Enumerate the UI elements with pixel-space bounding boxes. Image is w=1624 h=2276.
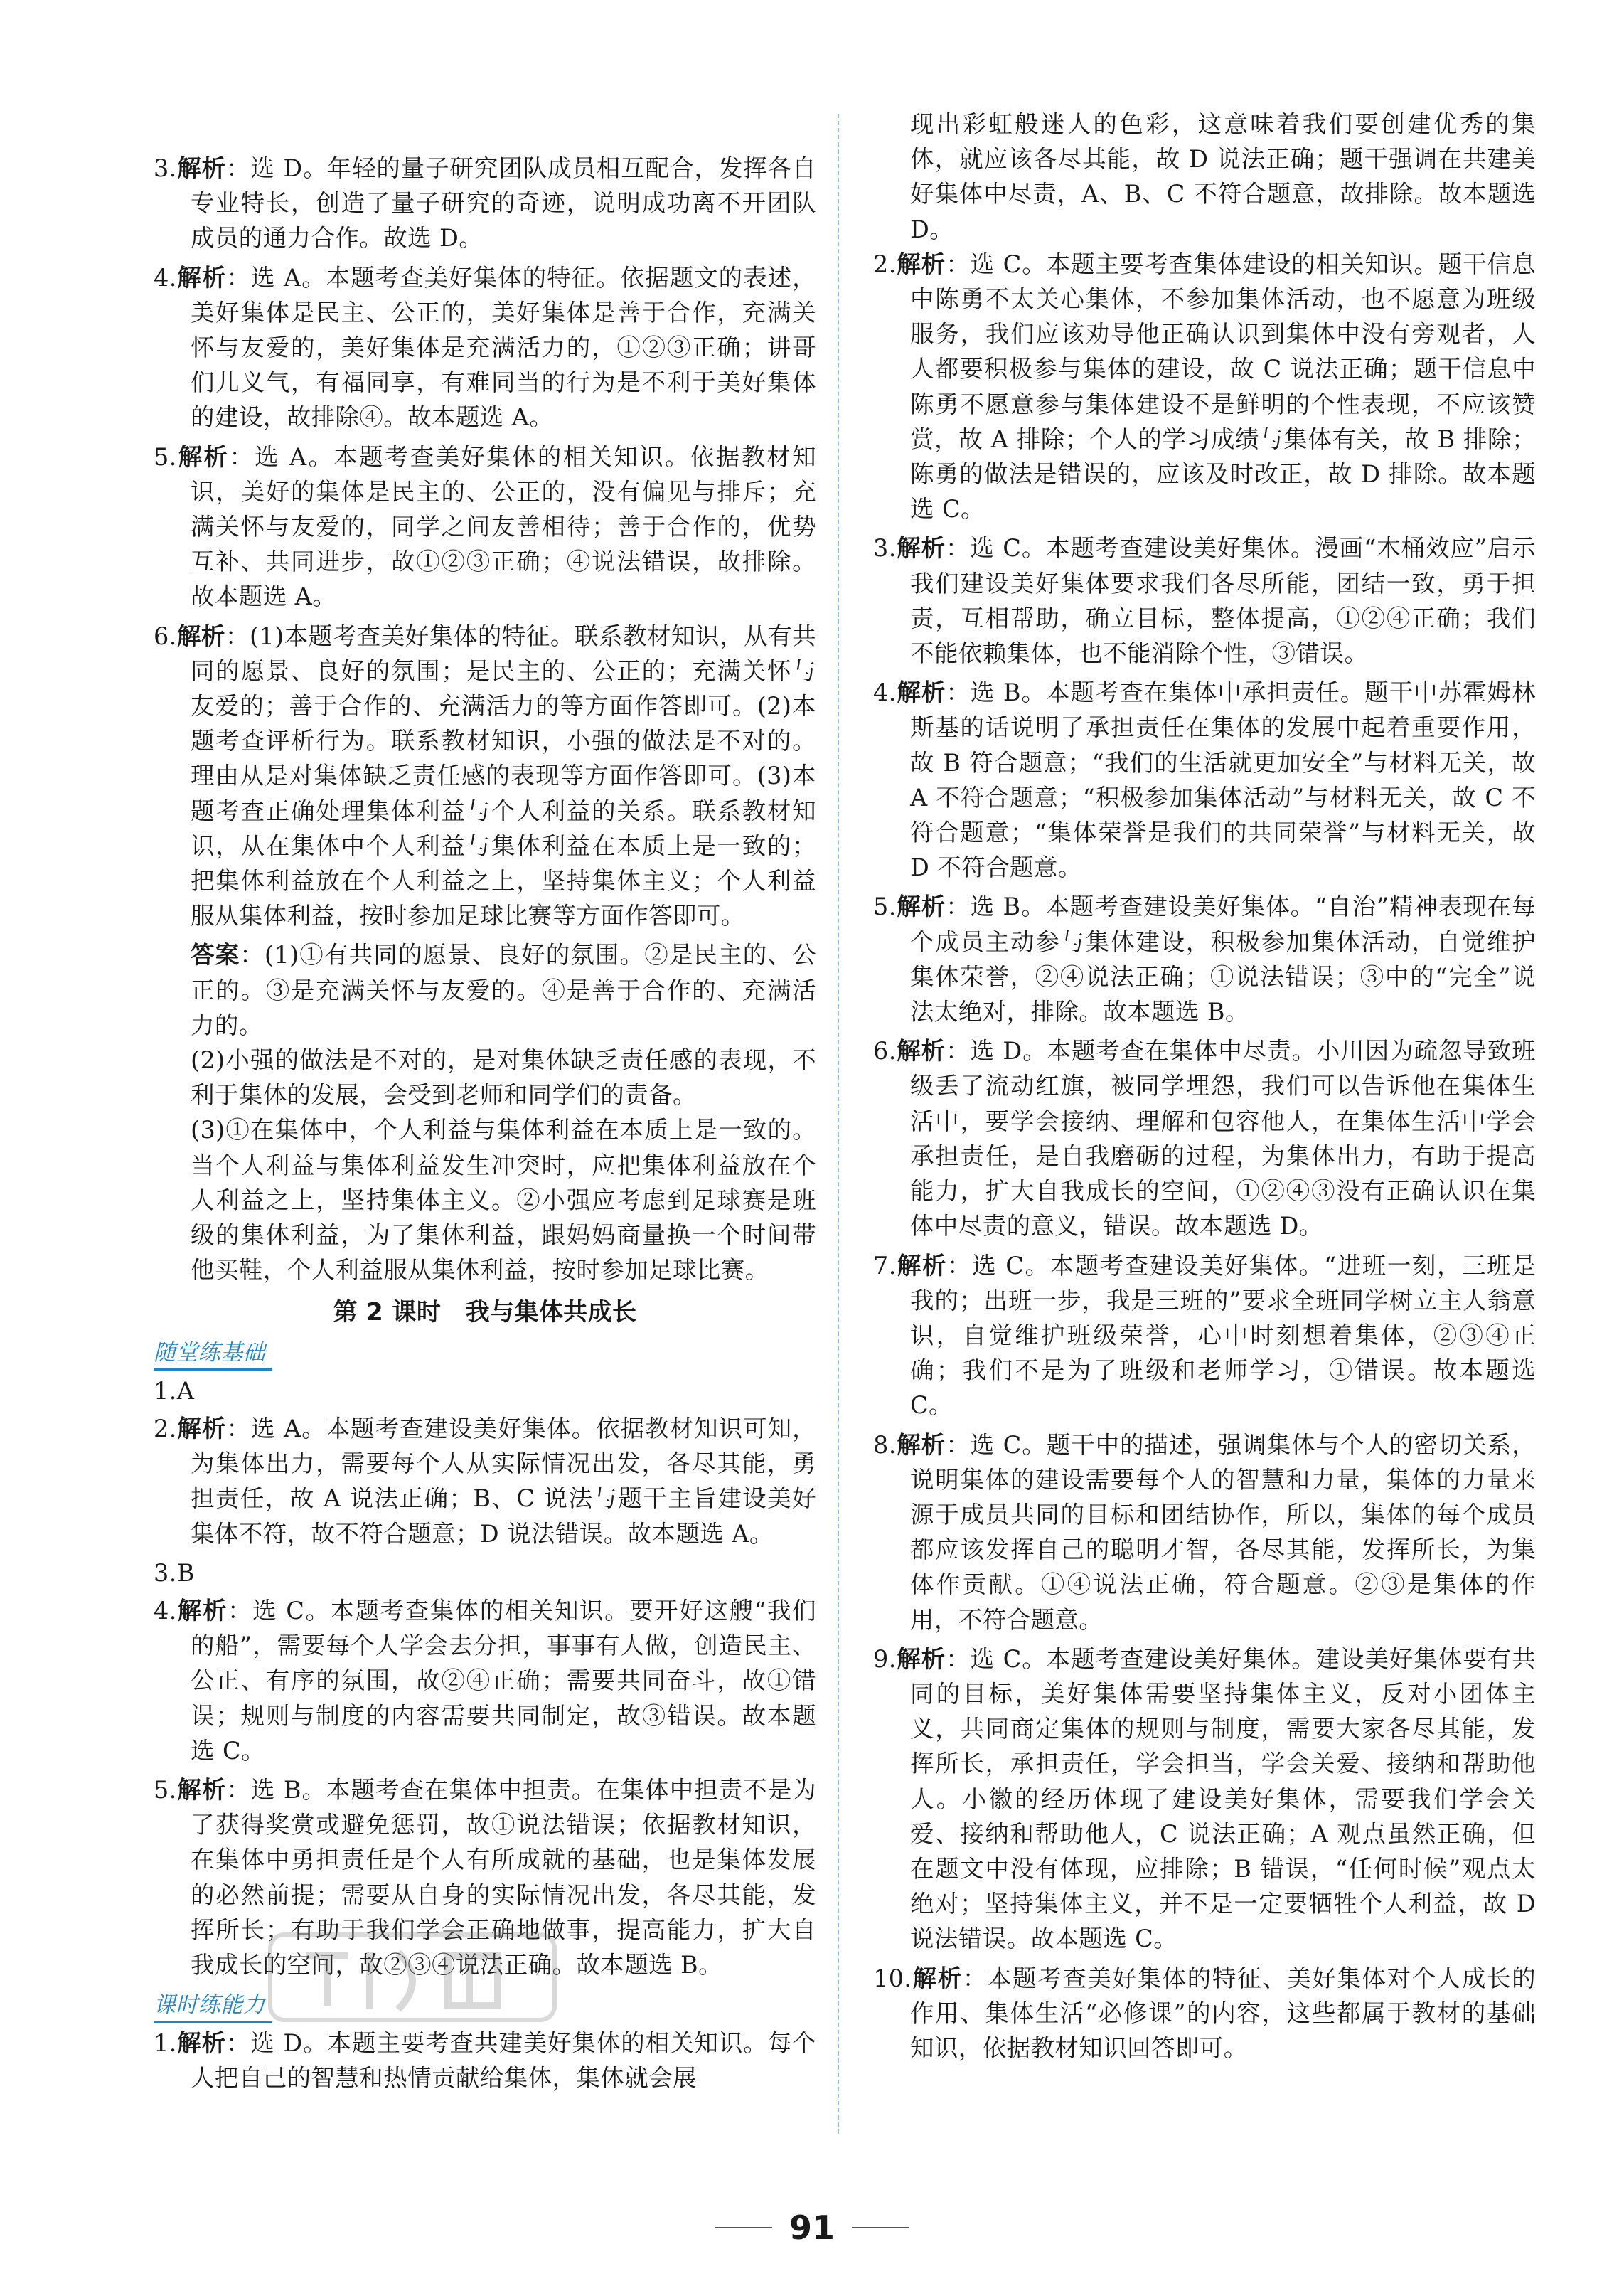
answer-entry-r6: 6.解析：选 D。本题考查在集体中尽责。小川因为疏忽导致班级丢了流动红旗，被同学埋怨，我们可以告诉他在集体生活中，要学会接纳、理解和包容他人，在集体生活中学会承担责任，是自我磨砺的过程，为集体出力，有助于提高能力，扩大自我成长的空间，①②④③没有正确认识在集体中尽责的意义，错误。故本题选 D。	[873, 1037, 1536, 1240]
page-number: 91	[789, 2208, 835, 2247]
answer-entry-r4: 4.解析：选 B。本题考查在集体中承担责任。题干中苏霍姆林斯基的话说明了承担责任在集体的发展中起着重要作用，故 B 符合题意；“我们的生活就更加安全”与材料无关，故 A 不符合题意；“积极参加集体活动”与材料无关，故 C 不符合题意；“集体荣誉是我们的共同荣誉”与材料无关，故 D 不符合题意。	[873, 679, 1536, 882]
answer-entry-r7: 7.解析：选 C。本题考查建设美好集体。“进班一刻，三班是我的；出班一步，我是三班的”要求全班同学树立主人翁意识，自觉维护班级荣誉，心中时刻想着集体，②③④正确；我们不是为了班级和老师学习，①错误。故本题选 C。	[873, 1251, 1536, 1420]
answer-entry-4: 4.解析：选 A。本题考查美好集体的特征。依据题文的表述，美好集体是民主、公正的，美好集体是善于合作，充满关怀与友爱的，美好集体是充满活力的，①②③正确；讲哥们儿义气，有福同享，有难同当的行为是不利于美好集体的建设，故排除④。故本题选 A。	[154, 263, 816, 432]
answer-entry-s1-1: 1.A	[154, 1376, 195, 1405]
answer-entry-r9: 9.解析：选 C。本题考查建设美好集体。建设美好集体要有共同的目标，美好集体需要坚持集体主义，反对小团体主义，共同商定集体的规则与制度，需要大家各尽其能，发挥所长，承担责任，学会担当，学会关爱、接纳和帮助他人。小徽的经历体现了建设美好集体，需要我们学会关爱、接纳和帮助他人，C 说法正确；A 观点虽然正确，但在题文中没有体现，应排除；B 错误，“任何时候”观点太绝对；坚持集体主义，并不是一定要牺牲个人利益，故 D 说法错误。故本题选 C。	[873, 1644, 1536, 1953]
answer-entry-s1-2: 2.解析：选 A。本题考查建设美好集体。依据教材知识可知，为集体出力，需要每个人从实际情况出发，各尽其能，勇担责任，故 A 说法正确；B、C 说法与题干主旨建设美好集体不符，故不符合题意；D 说法错误。故本题选 A。	[154, 1414, 816, 1548]
section-tag-ability: 课时练能力	[154, 1989, 272, 2023]
answer-entry-3: 3.解析：选 D。年轻的量子研究团队成员相互配合，发挥各自专业特长，创造了量子研究的奇迹，说明成功离不开团队成员的通力合作。故选 D。	[154, 154, 816, 252]
answer-entry-r10: 10.解析：本题考查美好集体的特征、美好集体对个人成长的作用、集体生活“必修课”的内容，这些都属于教材的基础知识，依据教材知识回答即可。	[873, 1964, 1536, 2062]
answer-entry-r2: 2.解析：选 C。本题主要考查集体建设的相关知识。题干信息中陈勇不太关心集体，不参加集体活动，也不愿意为班级服务，我们应该劝导他正确认识到集体中没有旁观者，人人都要积极参与集体的建设，故 C 说法正确；题干信息中陈勇不愿意参与集体建设不是鲜明的个性表现，不应该赞赏，故 A 排除；个人的学习成绩与集体有关，故 B 排除；陈勇的做法是错误的，应该及时改正，故 D 排除。故本题选 C。	[873, 250, 1536, 523]
column-divider	[838, 114, 839, 2134]
answer-block-1: 答案：(1)①有共同的愿景、良好的氛围。②是民主的、公正的。③是充满关怀与友爱的。④是善于合作的、充满活力的。	[191, 941, 816, 1039]
footer-dash-right	[852, 2227, 909, 2228]
left-column	[154, 151, 816, 2100]
watermark-logo	[263, 1913, 562, 2041]
answer-entry-5: 5.解析：选 A。本题考查美好集体的相关知识。依据教材知识，美好的集体是民主的、公正的，没有偏见与排斥；充满关怀与友爱的，同学之间友善相待；善于合作的，优势互补、共同进步，故①②③正确；④说法错误，故排除。故本题选 A。	[154, 442, 816, 611]
answer-entry-r5: 5.解析：选 B。本题考查建设美好集体。“自治”精神表现在每个成员主动参与集体建设，积极参加集体活动，自觉维护集体荣誉，②④说法正确；①说法错误；③中的“完全”说法太绝对，排除。故本题选 B。	[873, 893, 1536, 1026]
right-column	[873, 107, 1536, 2070]
answer-entry-s1-3: 3.B	[154, 1558, 195, 1587]
answer-entry-s1-4: 4.解析：选 C。本题考查集体的相关知识。要开好这艘“我们的船”，需要每个人学会去分担，事事有人做，创造民主、公正、有序的氛围，故②④正确；需要共同奋斗，故①错误；规则与制度的内容需要共同制定，故③错误。故本题选 C。	[154, 1596, 816, 1765]
page-footer	[0, 2208, 1624, 2247]
answer-entry-r3: 3.解析：选 C。本题考查建设美好集体。漫画“木桶效应”启示我们建设美好集体要求我们各尽所能，团结一致，勇于担责，互相帮助，确立目标，整体提高，①②④正确；我们不能依赖集体，也不能消除个性，③错误。	[873, 534, 1536, 668]
continuation-text: 现出彩虹般迷人的色彩，这意味着我们要创建优秀的集体，就应该各尽其能，故 D 说法正确；题干强调在共建美好集体中尽责，A、B、C 不符合题意，故排除。故本题选 D。	[910, 110, 1536, 243]
answer-entry-s1-5: 5.解析：选 B。本题考查在集体中担责。在集体中担责不是为了获得奖赏或避免惩罚，故①说法错误；依据教材知识，在集体中勇担责任是个人有所成就的基础，也是集体发展的必然前提；需要从自身的实际情况出发，各尽其能，发挥所长；有助于我们学会正确地做事，提高能力，扩大自我成长的空间，故②③④说法正确。故本题选 B。	[154, 1775, 816, 1979]
section-tag-practice: 随堂练基础	[154, 1337, 272, 1371]
footer-dash-left	[715, 2227, 772, 2228]
answer-entry-s2-1: 1.解析：选 D。本题主要考查共建美好集体的相关知识。每个人把自己的智慧和热情贡献给集体，集体就会展	[154, 2029, 816, 2092]
answer-block-2: (2)小强的做法是不对的，是对集体缺乏责任感的表现，不利于集体的发展，会受到老师和同学们的责备。	[191, 1046, 816, 1110]
answer-entry-6: 6.解析：(1)本题考查美好集体的特征。联系教材知识，从有共同的愿景、良好的氛围；是民主的、公正的；充满关怀与友爱的；善于合作的、充满活力的等方面作答即可。(2)本题考查评析行为。联系教材知识，小强的做法是不对的。理由从是对集体缺乏责任感的表现等方面作答即可。(3)本题考查正确处理集体利益与个人利益的关系。联系教材知识，从在集体中个人利益与集体利益在本质上是一致的；把集体利益放在个人利益之上，坚持集体主义；个人利益服从集体利益，按时参加足球比赛等方面作答即可。	[154, 622, 816, 930]
answer-entry-r8: 8.解析：选 C。题干中的描述，强调集体与个人的密切关系，说明集体的建设需要每个人的智慧和力量，集体的力量来源于成员共同的目标和团结协作，所以，集体的每个成员都应该发挥自己的聪明才智，各尽其能，发挥所长，为集体作贡献。①④说法正确，符合题意。②③是集体的作用，不符合题意。	[873, 1430, 1536, 1634]
answer-block-3: (3)①在集体中，个人利益与集体利益在本质上是一致的。当个人利益与集体利益发生冲突时，应把集体利益放在个人利益之上，坚持集体主义。②小强应考虑到足球赛是班级的集体利益，为了集体利益，跟妈妈商量换一个时间带他买鞋，个人利益服从集体利益，按时参加足球比赛。	[191, 1116, 816, 1285]
lesson-title: 第 2 课时 我与集体共成长	[333, 1297, 637, 1326]
